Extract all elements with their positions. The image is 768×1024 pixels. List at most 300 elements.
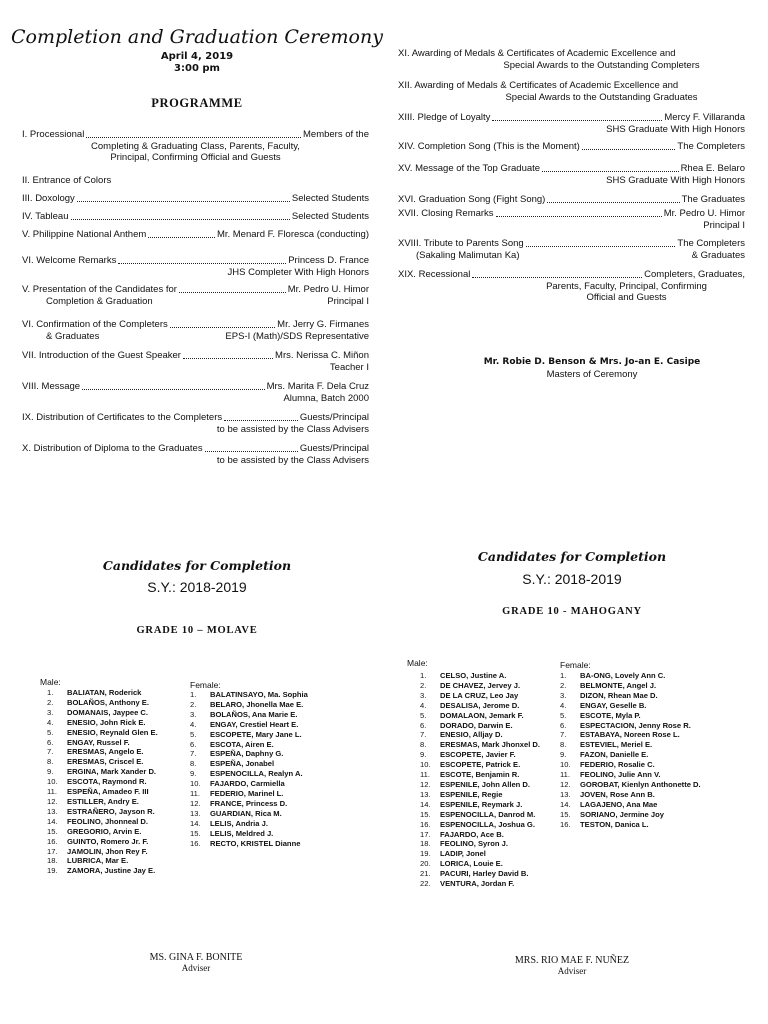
student-name: FRANCE, Princess D. bbox=[210, 798, 288, 808]
programme-item-performer: Mr. Menard F. Floresca (conducting) bbox=[216, 229, 369, 240]
programme-item-performer: Mr. Pedro U. Himor bbox=[287, 284, 369, 295]
student-name: VENTURA, Jordan F. bbox=[440, 879, 515, 889]
list-number: 16. bbox=[47, 836, 58, 846]
list-number: 3. bbox=[47, 707, 54, 717]
student-name: PACURI, Harley David B. bbox=[440, 869, 529, 879]
list-item bbox=[560, 681, 701, 691]
mahogany-school-year: S.Y.: 2018-2019 bbox=[522, 571, 622, 587]
student-name: ESCOPETE, Patrick E. bbox=[440, 760, 521, 770]
list-item bbox=[420, 839, 540, 849]
list-item bbox=[560, 820, 701, 830]
dotted-leader bbox=[224, 420, 298, 421]
molave-male-list bbox=[47, 688, 158, 876]
student-name: DE LA CRUZ, Leo Jay bbox=[440, 690, 519, 700]
student-name: ESCOTE, Benjamin R. bbox=[440, 770, 520, 780]
programme-item-detail: to be assisted by the Class Advisers bbox=[216, 454, 369, 466]
student-name: ESPEÑA, Daphny G. bbox=[210, 749, 284, 759]
programme-item-title: V. Philippine National Anthem bbox=[22, 229, 147, 240]
programme-right bbox=[398, 48, 745, 313]
molave-adviser bbox=[96, 952, 296, 973]
student-name: ESCOPETE, Javier F. bbox=[440, 750, 516, 760]
programme-left bbox=[22, 129, 369, 474]
list-number: 9. bbox=[47, 767, 54, 777]
student-name: ESCOTA, Raymond R. bbox=[67, 777, 147, 787]
list-number: 12. bbox=[47, 796, 58, 806]
student-name: ZAMORA, Justine Jay E. bbox=[67, 866, 156, 876]
list-item bbox=[560, 711, 701, 721]
list-item bbox=[190, 829, 308, 839]
dotted-leader bbox=[472, 277, 642, 278]
programme-heading: PROGRAMME bbox=[151, 96, 243, 110]
list-number: 18. bbox=[47, 856, 58, 866]
programme-item-title: XII. Awarding of Medals & Certificates of Academic Excellence and bbox=[398, 80, 679, 91]
list-number: 9. bbox=[560, 750, 567, 760]
list-number: 10. bbox=[560, 760, 571, 770]
molave-male-label: Male: bbox=[40, 677, 61, 687]
list-number: 7. bbox=[560, 730, 567, 740]
student-name: ESPENILE, Regie bbox=[440, 789, 503, 799]
programme-item-title: XV. Message of the Top Graduate bbox=[398, 163, 541, 174]
programme-item-performer: Mrs. Marita F. Dela Cruz bbox=[266, 381, 369, 392]
list-item bbox=[190, 720, 308, 730]
programme-item bbox=[22, 350, 369, 373]
list-item bbox=[560, 730, 701, 740]
student-name: BELARO, Jhonella Mae E. bbox=[210, 699, 304, 709]
student-name: JAMOLIN, Jhon Rey F. bbox=[67, 846, 148, 856]
programme-item-title: XIII. Pledge of Loyalty bbox=[398, 112, 491, 123]
programme-item-performer: Mrs. Nerissa C. Miñon bbox=[275, 350, 369, 361]
list-number: 7. bbox=[190, 749, 197, 759]
list-number: 14. bbox=[560, 799, 571, 809]
programme-item bbox=[398, 141, 745, 153]
programme-item-detail: Completing & Graduating Class, Parents, Faculty, bbox=[91, 140, 300, 152]
programme-item-performer: Selected Students bbox=[291, 211, 369, 222]
student-name: ENGAY, Geselle B. bbox=[580, 700, 647, 710]
programme-item-title: VII. Introduction of the Guest Speaker bbox=[22, 350, 181, 361]
dotted-leader bbox=[170, 327, 275, 328]
student-name: ESCOPETE, Mary Jane L. bbox=[210, 729, 302, 739]
list-item bbox=[420, 740, 540, 750]
programme-item-detail: Special Awards to the Outstanding Completers bbox=[503, 59, 700, 71]
list-number: 13. bbox=[47, 806, 58, 816]
list-number: 16. bbox=[560, 819, 571, 829]
mahogany-adviser bbox=[472, 955, 672, 976]
programme-item-performer: Rhea E. Belaro bbox=[680, 163, 745, 174]
dotted-leader bbox=[82, 389, 265, 390]
list-item bbox=[47, 718, 158, 728]
list-number: 2. bbox=[560, 680, 567, 690]
list-number: 8. bbox=[420, 740, 427, 750]
programme-item-title: XI. Awarding of Medals & Certificates of Academic Excellence and bbox=[398, 48, 676, 59]
list-item bbox=[190, 819, 308, 829]
programme-item bbox=[22, 381, 369, 404]
programme-item bbox=[22, 319, 369, 342]
programme-item bbox=[398, 208, 745, 231]
student-name: ESPENOCILLA, Realyn A. bbox=[210, 769, 303, 779]
masters-of-ceremony-role: Masters of Ceremony bbox=[546, 369, 638, 380]
list-item bbox=[420, 691, 540, 701]
list-item bbox=[47, 787, 158, 797]
dotted-leader bbox=[205, 451, 298, 452]
list-number: 14. bbox=[420, 799, 431, 809]
programme-item-performer: The Graduates bbox=[681, 194, 745, 205]
student-name: ESTEVIEL, Meriel E. bbox=[580, 740, 653, 750]
mahogany-adviser-role: Adviser bbox=[557, 966, 587, 976]
list-item bbox=[47, 856, 158, 866]
programme-item-performer: Guests/Principal bbox=[299, 443, 369, 454]
list-item bbox=[560, 790, 701, 800]
student-name: ERESMAS, Criscel E. bbox=[67, 757, 144, 767]
list-item bbox=[420, 721, 540, 731]
student-name: SORIANO, Jermine Joy bbox=[580, 809, 664, 819]
programme-item-performer: Mr. Pedro U. Himor bbox=[663, 208, 745, 219]
student-name: ENGAY, Russel F. bbox=[67, 737, 130, 747]
list-item bbox=[560, 760, 701, 770]
list-number: 14. bbox=[190, 818, 201, 828]
list-number: 1. bbox=[47, 688, 54, 697]
student-name: ERESMAS, Angelo E. bbox=[67, 747, 144, 757]
list-item bbox=[190, 710, 308, 720]
programme-item-performer: The Completers bbox=[677, 238, 745, 249]
list-number: 3. bbox=[420, 690, 427, 700]
list-number: 16. bbox=[420, 819, 431, 829]
programme-item bbox=[22, 443, 369, 466]
student-name: ESCOTE, Myla P. bbox=[580, 710, 641, 720]
programme-item-title: XIV. Completion Song (This is the Moment) bbox=[398, 141, 580, 152]
list-item bbox=[560, 800, 701, 810]
list-number: 13. bbox=[560, 789, 571, 799]
programme-item-title: VIII. Message bbox=[22, 381, 81, 392]
programme-item-performer: Selected Students bbox=[291, 193, 369, 204]
list-item bbox=[190, 809, 308, 819]
list-item bbox=[190, 839, 308, 849]
mahogany-title: Candidates for Completion bbox=[477, 549, 667, 564]
student-name: ESCOTA, Airen E. bbox=[210, 739, 274, 749]
student-name: BOLAÑOS, Anthony E. bbox=[67, 697, 149, 707]
dotted-leader bbox=[77, 201, 290, 202]
student-name: DE CHAVEZ, Jervey J. bbox=[440, 680, 521, 690]
student-name: LORICA, Louie E. bbox=[440, 859, 503, 869]
student-name: ENESIO, John Rick E. bbox=[67, 717, 146, 727]
programme-item-detail: Official and Guests bbox=[586, 292, 667, 303]
list-number: 4. bbox=[47, 717, 54, 727]
list-number: 6. bbox=[560, 720, 567, 730]
list-item bbox=[190, 769, 308, 779]
list-number: 14. bbox=[47, 816, 58, 826]
list-number: 9. bbox=[190, 769, 197, 779]
programme-item bbox=[398, 269, 745, 303]
list-item bbox=[190, 700, 308, 710]
list-number: 12. bbox=[190, 798, 201, 808]
student-name: RECTO, KRISTEL Dianne bbox=[210, 838, 301, 848]
student-name: FEOLINO, Jhonneal D. bbox=[67, 816, 149, 826]
programme-item bbox=[22, 229, 369, 241]
list-item bbox=[47, 827, 158, 837]
list-number: 15. bbox=[420, 809, 431, 819]
list-number: 6. bbox=[420, 720, 427, 730]
list-item bbox=[190, 749, 308, 759]
student-name: FAJARDO, Ace B. bbox=[440, 829, 504, 839]
mahogany-female-label: Female: bbox=[560, 660, 591, 670]
list-item bbox=[560, 740, 701, 750]
programme-item bbox=[22, 255, 369, 278]
molave-female-label: Female: bbox=[190, 680, 221, 690]
list-item bbox=[47, 837, 158, 847]
student-name: FAZON, Danielle E. bbox=[580, 750, 649, 760]
programme-item-detail: Principal, Confirming Official and Guests bbox=[110, 152, 281, 163]
programme-item-detail: Special Awards to the Outstanding Graduates bbox=[505, 91, 698, 103]
programme-item-title: XVIII. Tribute to Parents Song bbox=[398, 238, 524, 249]
programme-item bbox=[22, 284, 369, 307]
list-item bbox=[190, 759, 308, 769]
list-item bbox=[190, 799, 308, 809]
student-name: FEOLINO, Syron J. bbox=[440, 839, 508, 849]
list-number: 11. bbox=[190, 789, 200, 799]
list-number: 8. bbox=[47, 757, 54, 767]
student-name: ESTABAYA, Noreen Rose L. bbox=[580, 730, 680, 740]
dotted-leader bbox=[526, 246, 676, 247]
ceremony-time: 3:00 pm bbox=[174, 63, 220, 74]
list-item bbox=[47, 767, 158, 777]
dotted-leader bbox=[118, 263, 286, 264]
list-number: 6. bbox=[190, 739, 197, 749]
list-number: 8. bbox=[560, 740, 567, 750]
list-item bbox=[420, 701, 540, 711]
dotted-leader bbox=[71, 219, 290, 220]
student-name: ESPENOCILLA, Joshua G. bbox=[440, 819, 535, 829]
student-name: BOLAÑOS, Ana Marie E. bbox=[210, 709, 298, 719]
student-name: ESPENILE, Reymark J. bbox=[440, 799, 523, 809]
list-number: 21. bbox=[420, 869, 431, 879]
programme-item-title: XVII. Closing Remarks bbox=[398, 208, 494, 219]
list-number: 16. bbox=[190, 838, 201, 848]
list-item bbox=[47, 777, 158, 787]
programme-item-detail: Alumna, Batch 2000 bbox=[283, 392, 369, 404]
list-number: 10. bbox=[420, 760, 431, 770]
programme-item-performer: Members of the bbox=[303, 129, 369, 140]
dotted-leader bbox=[179, 292, 286, 293]
list-number: 17. bbox=[420, 829, 431, 839]
programme-item-title: IV. Tableau bbox=[22, 211, 69, 222]
list-number: 7. bbox=[420, 730, 427, 740]
programme-item-title: II. Entrance of Colors bbox=[22, 175, 112, 186]
student-name: LADIP, Jonel bbox=[440, 849, 486, 859]
list-item bbox=[47, 747, 158, 757]
programme-item-performer: Guests/Principal bbox=[299, 412, 369, 423]
student-name: ESPEÑA, Jonabel bbox=[210, 759, 275, 769]
programme-item-detail: (Sakaling Malimutan Ka) bbox=[416, 249, 520, 261]
programme-item bbox=[398, 163, 745, 186]
list-item bbox=[47, 688, 158, 698]
programme-item bbox=[398, 238, 745, 261]
student-name: FAJARDO, Carmiella bbox=[210, 779, 285, 789]
programme-item-detail: JHS Completer With High Honors bbox=[227, 266, 369, 278]
programme-item bbox=[22, 193, 369, 205]
programme-item-title: V. Presentation of the Candidates for bbox=[22, 284, 177, 295]
student-name: DOMALAON, Jemark F. bbox=[440, 710, 524, 720]
programme-item-performer: The Completers bbox=[677, 141, 745, 152]
list-item bbox=[47, 866, 158, 876]
programme-item bbox=[398, 112, 745, 135]
list-item bbox=[420, 800, 540, 810]
student-name: ESTILLER, Andry E. bbox=[67, 796, 139, 806]
student-name: GREGORIO, Arvin E. bbox=[67, 826, 142, 836]
list-item bbox=[47, 757, 158, 767]
student-name: ENESIO, Reynald Glen E. bbox=[67, 727, 158, 737]
list-number: 5. bbox=[420, 710, 427, 720]
list-item bbox=[420, 671, 540, 681]
list-item bbox=[420, 780, 540, 790]
list-number: 2. bbox=[420, 680, 427, 690]
molave-title: Candidates for Completion bbox=[102, 558, 292, 573]
student-name: BALATINSAYO, Ma. Sophia bbox=[210, 690, 308, 699]
list-item bbox=[47, 738, 158, 748]
list-number: 20. bbox=[420, 859, 431, 869]
list-number: 10. bbox=[47, 777, 58, 787]
programme-item-title: III. Doxology bbox=[22, 193, 75, 204]
dotted-leader bbox=[496, 216, 662, 217]
programme-item-detail: & Graduates bbox=[691, 249, 745, 261]
programme-item bbox=[22, 211, 369, 223]
list-item bbox=[560, 780, 701, 790]
programme-item-detail: Teacher I bbox=[329, 361, 369, 373]
programme-item bbox=[398, 194, 745, 206]
programme-item-performer: Princess D. France bbox=[288, 255, 369, 266]
student-name: LELIS, Meldred J. bbox=[210, 828, 274, 838]
list-item bbox=[560, 810, 701, 820]
student-name: DIZON, Rhean Mae D. bbox=[580, 690, 658, 700]
student-name: ENESIO, Alljay D. bbox=[440, 730, 503, 740]
list-number: 10. bbox=[190, 779, 201, 789]
list-number: 1. bbox=[560, 671, 567, 680]
mahogany-male-label: Male: bbox=[407, 658, 428, 668]
molave-adviser-name: MS. GINA F. BONITE bbox=[149, 952, 243, 963]
programme-item-detail: Principal I bbox=[327, 295, 369, 307]
dotted-leader bbox=[547, 202, 679, 203]
list-item bbox=[420, 770, 540, 780]
list-number: 19. bbox=[47, 866, 58, 876]
programme-item-title: VI. Confirmation of the Completers bbox=[22, 319, 168, 330]
student-name: ENGAY, Crestiel Heart E. bbox=[210, 719, 299, 729]
student-name: FEDERIO, Marinel L. bbox=[210, 789, 284, 799]
programme-item-title: XIX. Recessional bbox=[398, 269, 471, 280]
programme-item-detail: Completion & Graduation bbox=[46, 295, 153, 307]
list-item bbox=[420, 820, 540, 830]
list-item bbox=[420, 681, 540, 691]
list-number: 3. bbox=[190, 709, 197, 719]
list-item bbox=[420, 869, 540, 879]
list-number: 4. bbox=[420, 700, 427, 710]
list-item bbox=[420, 830, 540, 840]
mahogany-male-list bbox=[420, 671, 540, 889]
dotted-leader bbox=[582, 149, 676, 150]
list-item bbox=[190, 690, 308, 700]
list-item bbox=[560, 750, 701, 760]
list-item bbox=[47, 698, 158, 708]
list-item bbox=[560, 671, 701, 681]
list-number: 19. bbox=[420, 849, 431, 859]
student-name: LAGAJENO, Ana Mae bbox=[580, 799, 658, 809]
molave-grade: GRADE 10 – MOLAVE bbox=[136, 625, 258, 636]
student-name: ESPEÑA, Amadeo F. III bbox=[67, 787, 149, 797]
list-number: 12. bbox=[420, 779, 431, 789]
list-number: 22. bbox=[420, 879, 431, 889]
student-name: FEDERIO, Rosalie C. bbox=[580, 760, 655, 770]
student-name: ESPENILE, John Allen D. bbox=[440, 779, 531, 789]
list-item bbox=[190, 779, 308, 789]
list-item bbox=[47, 817, 158, 827]
list-item bbox=[420, 859, 540, 869]
programme-item-performer: Completers, Graduates, bbox=[644, 269, 745, 280]
list-number: 12. bbox=[560, 779, 571, 789]
programme-item bbox=[398, 80, 745, 103]
dotted-leader bbox=[86, 137, 301, 138]
programme-item-title: VI. Welcome Remarks bbox=[22, 255, 117, 266]
student-name: ERESMAS, Mark Jhonxel D. bbox=[440, 740, 541, 750]
list-number: 2. bbox=[47, 697, 54, 707]
student-name: DOMANAIS, Jaypee C. bbox=[67, 707, 149, 717]
list-item bbox=[420, 879, 540, 889]
programme-item-detail: Principal I bbox=[703, 219, 745, 231]
programme-item-title: IX. Distribution of Certificates to the Completers bbox=[22, 412, 223, 423]
list-item bbox=[47, 728, 158, 738]
list-item bbox=[560, 721, 701, 731]
list-item bbox=[420, 760, 540, 770]
student-name: LUBRICA, Mar E. bbox=[67, 856, 129, 866]
programme-item bbox=[22, 129, 369, 163]
list-item bbox=[47, 797, 158, 807]
list-item bbox=[560, 691, 701, 701]
student-name: JOVEN, Rose Ann B. bbox=[580, 789, 655, 799]
list-item bbox=[190, 740, 308, 750]
programme-item-title: X. Distribution of Diploma to the Graduates bbox=[22, 443, 203, 454]
programme-item bbox=[398, 48, 745, 71]
list-number: 7. bbox=[47, 747, 54, 757]
list-number: 6. bbox=[47, 737, 54, 747]
list-item bbox=[420, 810, 540, 820]
programme-item-detail: & Graduates bbox=[46, 330, 100, 342]
ceremony-title: Completion and Graduation Ceremony bbox=[11, 26, 383, 48]
ceremony-date: April 4, 2019 bbox=[160, 51, 234, 62]
student-name: BELMONTE, Angel J. bbox=[580, 680, 657, 690]
student-name: TESTON, Danica L. bbox=[580, 819, 649, 829]
list-item bbox=[560, 701, 701, 711]
student-name: LELIS, Andria J. bbox=[210, 818, 268, 828]
student-name: ERGINA, Mark Xander D. bbox=[67, 767, 157, 777]
list-item bbox=[47, 708, 158, 718]
list-item bbox=[420, 790, 540, 800]
programme-item-detail: to be assisted by the Class Advisers bbox=[216, 423, 369, 435]
mahogany-adviser-name: MRS. RIO MAE F. NUÑEZ bbox=[514, 955, 630, 966]
student-name: GOROBAT, Kienlyn Anthonette D. bbox=[580, 779, 701, 789]
student-name: BA-ONG, Lovely Ann C. bbox=[580, 671, 666, 680]
list-number: 15. bbox=[560, 809, 571, 819]
list-number: 4. bbox=[560, 700, 567, 710]
list-number: 2. bbox=[190, 699, 197, 709]
student-name: DESALISA, Jerome D. bbox=[440, 700, 520, 710]
student-name: ESTRAÑERO, Jayson R. bbox=[67, 806, 155, 816]
molave-adviser-role: Adviser bbox=[181, 963, 211, 973]
dotted-leader bbox=[542, 171, 678, 172]
mahogany-grade: GRADE 10 - MAHOGANY bbox=[502, 606, 642, 617]
list-number: 18. bbox=[420, 839, 431, 849]
list-number: 9. bbox=[420, 750, 427, 760]
student-name: FEOLINO, Julie Ann V. bbox=[580, 770, 661, 780]
student-name: ESPECTACION, Jenny Rose R. bbox=[580, 720, 691, 730]
programme-item-detail: EPS-I (Math)/SDS Representative bbox=[225, 330, 369, 342]
molave-school-year: S.Y.: 2018-2019 bbox=[147, 579, 247, 595]
list-number: 17. bbox=[47, 846, 58, 856]
